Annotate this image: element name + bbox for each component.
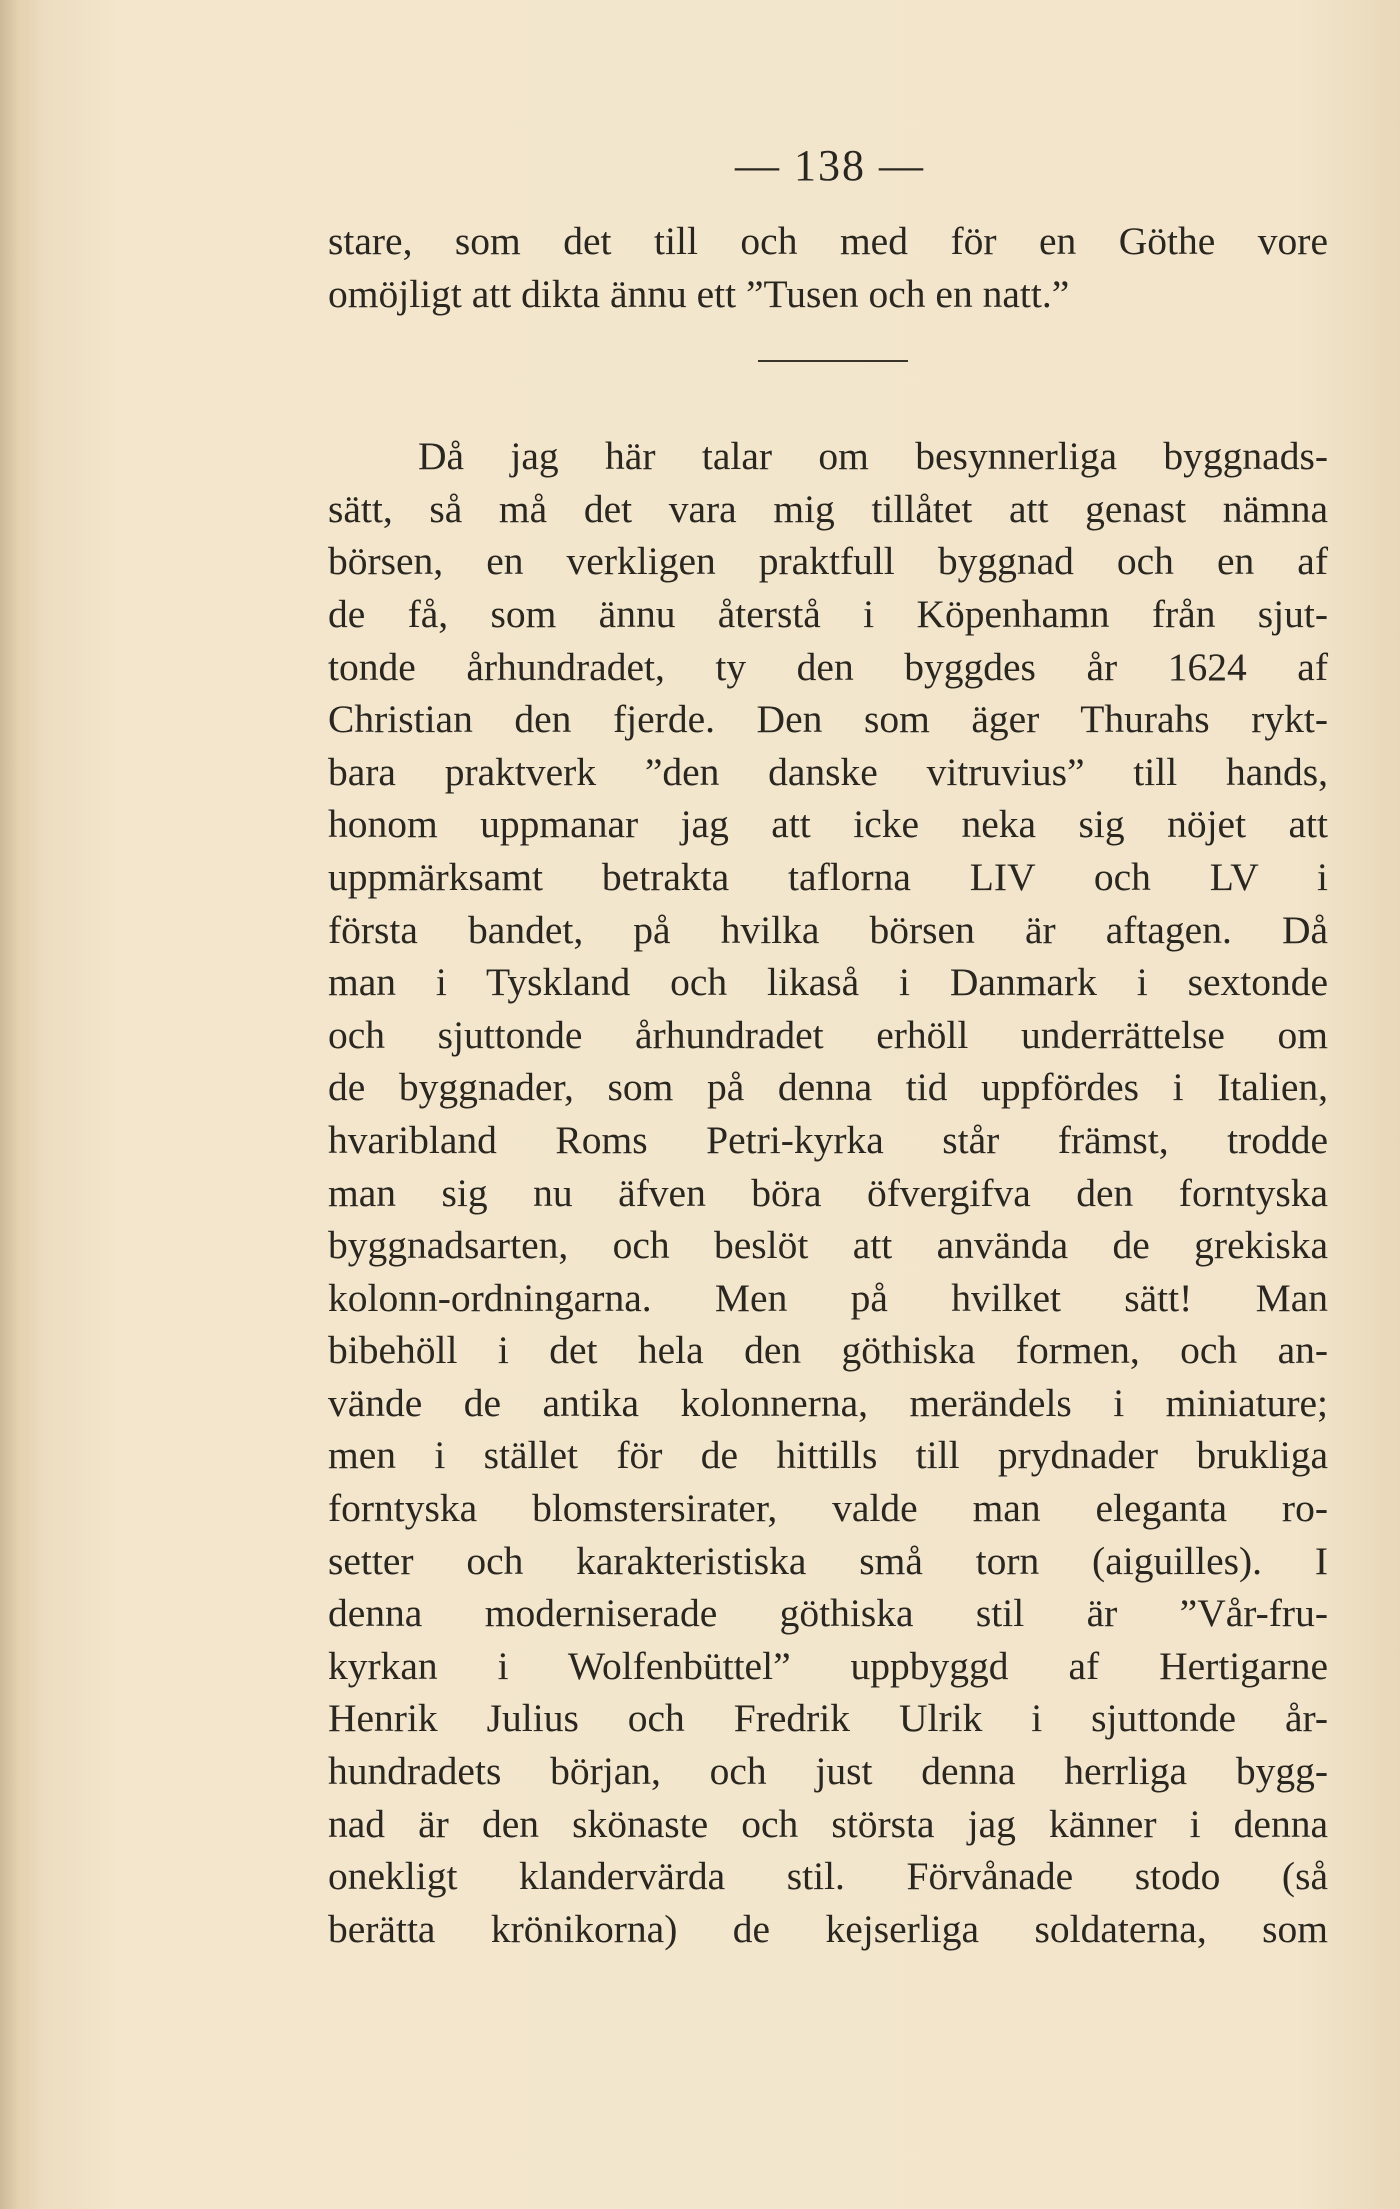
text-line: de få, som ännu återstå i Köpenhamn från sjut- xyxy=(328,591,1328,636)
text-line: byggnadsarten, och beslöt att använda de grekiska xyxy=(328,1223,1328,1268)
section-divider xyxy=(328,320,1328,430)
text-line: Henrik Julius och Fredrik Ulrik i sjuttonde år- xyxy=(328,1696,1328,1741)
text-line: berätta krönikorna) de kejserliga soldaterna, som xyxy=(328,1906,1328,1951)
page-number: — 138 — xyxy=(735,140,925,190)
text-line: tonde århundradet, ty den byggdes år 1624 af xyxy=(328,644,1328,689)
text-line: uppmärksamt betrakta taflorna LIV och LV i xyxy=(328,854,1328,899)
body-text xyxy=(328,215,1328,1955)
text-line: och sjuttonde århundradet erhöll underrättelse om xyxy=(328,1012,1328,1057)
text-line: kolonn-ordningarna. Men på hvilket sätt! Man xyxy=(328,1275,1328,1320)
text-line: börsen, en verkligen praktfull byggnad och en af xyxy=(328,539,1328,584)
binding-edge xyxy=(0,0,40,2209)
text-line: hvaribland Roms Petri-kyrka står främst, trodde xyxy=(328,1117,1328,1162)
text-line: denna moderniserade göthiska stil är ”Vår-fru- xyxy=(328,1591,1328,1636)
text-line: vände de antika kolonnerna, merändels i miniature; xyxy=(328,1380,1328,1425)
text-line: omöjligt att dikta ännu ett ”Tusen och en natt.” xyxy=(328,271,1070,316)
text-line: bibehöll i det hela den göthiska formen, och an- xyxy=(328,1328,1328,1373)
text-line: nad är den skönaste och största jag känner i denna xyxy=(328,1801,1328,1846)
divider-rule xyxy=(758,360,908,362)
text-line: Christian den fjerde. Den som äger Thurahs rykt- xyxy=(328,697,1328,742)
text-line: bara praktverk ”den danske vitruvius” till hands, xyxy=(328,749,1328,794)
text-line: de byggnader, som på denna tid uppfördes i Italien, xyxy=(328,1065,1328,1110)
text-line: onekligt klandervärda stil. Förvånade stodo (så xyxy=(328,1854,1328,1899)
text-line: hundradets början, och just denna herrliga bygg- xyxy=(328,1749,1328,1794)
text-line: Då jag här talar om besynnerliga byggnads- xyxy=(418,434,1328,479)
text-line: forntyska blomstersirater, valde man eleganta ro- xyxy=(328,1486,1328,1531)
text-line: kyrkan i Wolfenbüttel” uppbyggd af Hertigarne xyxy=(328,1643,1328,1688)
text-line: stare, som det till och med för en Göthe vore xyxy=(328,219,1328,263)
text-line: man sig nu äfven böra öfvergifva den forntyska xyxy=(328,1170,1328,1215)
text-line: setter och karakteristiska små torn (aiguilles). I xyxy=(328,1538,1328,1583)
text-line: honom uppmanar jag att icke neka sig nöjet att xyxy=(328,802,1328,847)
text-line: man i Tyskland och likaså i Danmark i sextonde xyxy=(328,960,1328,1005)
text-line: första bandet, på hvilka börsen är aftagen. Då xyxy=(328,907,1328,952)
text-line: sätt, så må det vara mig tillåtet att genast nämna xyxy=(328,486,1328,531)
text-line: men i stället för de hittills till prydnader brukliga xyxy=(328,1433,1328,1478)
